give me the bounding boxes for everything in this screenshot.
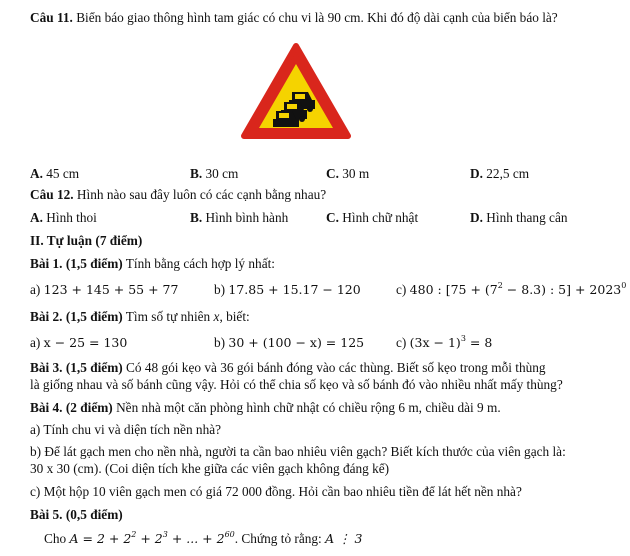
option-key: C. <box>326 210 339 225</box>
bai2-b <box>214 335 364 351</box>
bai2-variable: x <box>213 309 220 324</box>
bai2-text: Tìm số tự nhiên <box>125 309 214 324</box>
q12-number: Câu 12. <box>30 187 74 202</box>
section-2-title: II. Tự luận (7 điểm) <box>30 233 143 248</box>
q12-question <box>30 187 326 203</box>
bai2-b-expression: 30 + (100 − x) = 125 <box>228 335 365 350</box>
traffic-warning-sign-icon <box>240 42 352 142</box>
bai3-line2: là giống nhau và số bánh cũng vậy. Hỏi có thể chia số kẹo và số bánh đó vào nhiều nhất mấy thùng? <box>30 377 563 392</box>
q11-option-c <box>326 166 369 182</box>
q11-text: Biển báo giao thông hình tam giác có chu vi là 90 cm. Khi đó độ dài cạnh của biển báo là? <box>76 10 558 25</box>
bai2-heading <box>30 309 250 325</box>
bai5-prefix: Cho <box>44 531 70 546</box>
q11-number: Câu 11. <box>30 10 73 25</box>
option-key: D. <box>470 210 483 225</box>
option-text: 30 m <box>342 166 370 181</box>
exponent: 0 <box>621 281 627 290</box>
option-text: Hình chữ nhật <box>342 210 419 225</box>
bai1-a-expression: 123 + 145 + 55 + 77 <box>43 282 179 297</box>
bai5-statement <box>44 531 363 547</box>
option-key: C. <box>326 166 339 181</box>
bai2-c-expression <box>410 335 493 350</box>
exponent: 3 <box>162 530 168 539</box>
q11-option-b <box>190 166 238 182</box>
expr-part: (3x − 1) <box>409 335 461 350</box>
item-label: c) <box>396 282 407 297</box>
item-label: b) <box>214 282 226 297</box>
exponent: 2 <box>497 281 503 290</box>
bai4-title: Bài 4. (2 điểm) <box>30 400 113 415</box>
exponent: 3 <box>460 334 466 343</box>
expr-part: = 8 <box>465 335 493 350</box>
option-key: B. <box>190 166 203 181</box>
bai5-claim: A ⋮ 3 <box>325 531 363 546</box>
bai2-a <box>30 335 127 351</box>
bai3-title: Bài 3. (1,5 điểm) <box>30 360 123 375</box>
option-text: Hình thoi <box>46 210 97 225</box>
q12-option-d <box>470 210 568 226</box>
q11-option-d <box>470 166 529 182</box>
bai5-expression <box>70 531 235 546</box>
item-label: a) <box>30 282 41 297</box>
option-text: 22,5 cm <box>486 166 530 181</box>
q11-option-a <box>30 166 79 182</box>
expr-part: + ... + 2 <box>167 531 225 546</box>
bai1-a <box>30 282 178 298</box>
expr-part: + 2 <box>136 531 163 546</box>
bai2-title: Bài 2. (1,5 điểm) <box>30 309 123 324</box>
bai4-text: Nền nhà một căn phòng hình chữ nhật có chiều rộng 6 m, chiều dài 9 m. <box>116 400 501 415</box>
bai3-text: Có 48 gói kẹo và 36 gói bánh đóng vào các thùng. Biết số kẹo trong mỗi thùng <box>126 360 546 375</box>
q12-option-c <box>326 210 418 226</box>
item-label: c) <box>396 335 407 350</box>
option-text: Hình thang cân <box>486 210 568 225</box>
bai1-b <box>214 282 361 298</box>
expr-part: A = 2 + 2 <box>69 531 132 546</box>
bai2-a-expression: x − 25 = 130 <box>43 335 128 350</box>
bai3-line1 <box>30 360 546 376</box>
expr-part: 480 : [75 + (7 <box>409 282 498 297</box>
bai4-heading <box>30 400 501 416</box>
bai1-c <box>396 282 626 298</box>
option-key: A. <box>30 166 43 181</box>
bai5-middle: . Chứng tỏ rằng: <box>234 531 326 546</box>
item-label: b) <box>214 335 226 350</box>
exponent: 2 <box>131 530 137 539</box>
bai2-c <box>396 335 492 351</box>
bai4-b-line2: 30 x 30 (cm). (Coi diện tích khe giữa các viên gạch không đáng kể) <box>30 461 390 476</box>
option-key: D. <box>470 166 483 181</box>
bai4-b-line1: b) Để lát gạch men cho nền nhà, người ta cần bao nhiêu viên gạch? Biết kích thước của viên gạch là: <box>30 444 566 459</box>
bai4-c: c) Một hộp 10 viên gạch men có giá 72 000 đồng. Hỏi cần bao nhiêu tiền để lát hết nền nhà? <box>30 484 522 499</box>
option-key: A. <box>30 210 43 225</box>
bai1-heading <box>30 256 275 272</box>
bai2-text-end: , biết: <box>219 309 250 324</box>
bai1-text: Tính bằng cách hợp lý nhất: <box>125 256 275 271</box>
q12-option-b <box>190 210 288 226</box>
option-key: B. <box>190 210 203 225</box>
option-text: Hình bình hành <box>205 210 289 225</box>
option-text: 30 cm <box>205 166 239 181</box>
exponent: 60 <box>224 530 235 539</box>
item-label: a) <box>30 335 41 350</box>
bai1-c-expression <box>410 282 627 297</box>
expr-part: − 8.3) : 5] + 2023 <box>502 282 622 297</box>
q12-option-a <box>30 210 97 226</box>
bai1-title: Bài 1. (1,5 điểm) <box>30 256 123 271</box>
bai5-title: Bài 5. (0,5 điểm) <box>30 507 123 522</box>
option-text: 45 cm <box>46 166 80 181</box>
q12-text: Hình nào sau đây luôn có các cạnh bằng nhau? <box>76 187 327 202</box>
bai1-b-expression: 17.85 + 15.17 − 120 <box>228 282 361 297</box>
bai4-a: a) Tính chu vi và diện tích nền nhà? <box>30 422 222 437</box>
q11-question <box>30 10 558 26</box>
